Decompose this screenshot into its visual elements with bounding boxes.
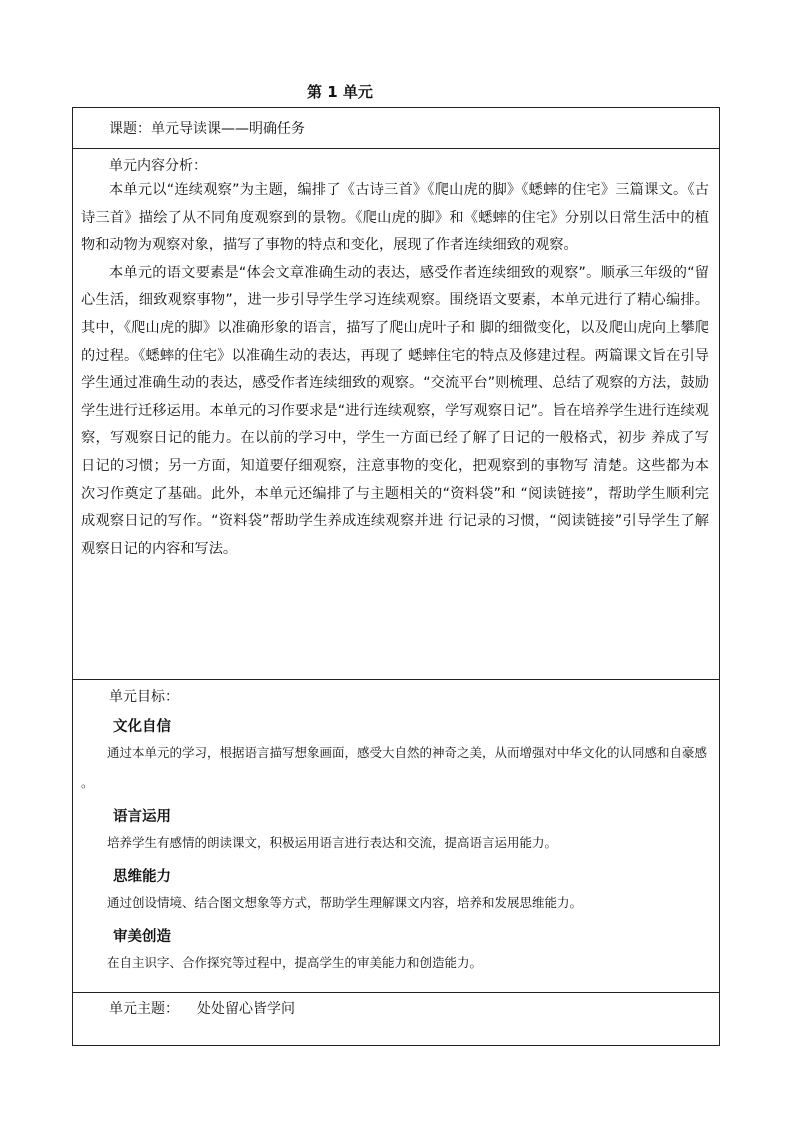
analysis-paragraph: 本单元以“连续观察”为主题，编排了《古诗三首》《爬山虎的脚》《蟋蟀的住宅》三篇课文。《古诗三首》描绘了从不同角度观察到的景物。《爬山虎的脚》和《蟋蟀的住宅》分别以日常生活中的植物和动物为观察对象，描写了事物的特点和变化，展现了作者连续细致的观察。 <box>81 182 709 254</box>
goals-heading: 单元目标： <box>109 689 179 705</box>
goal-title: 思维能力 <box>113 869 171 885</box>
unit-plan-table <box>72 107 720 1046</box>
goals-row <box>73 680 720 993</box>
goal-aesthetic <box>73 926 719 978</box>
goal-text: 通过本单元的学习，根据语言描写想象画面，感受大自然的神奇之美，从而增强对中华文化的认同感和自豪感 。 <box>81 745 708 790</box>
analysis-paragraph: 本单元的语文要素是“体会文章准确生动的表达，感受作者连续细致的观察”。顺承三年级的“留心生活，细致观察事物”，进一步引导学生学习连续观察。围绕语文要素，本单元进行了精心编排。其中，《爬山虎的脚》以准确形象的语言，描写了爬山虎叶子和 脚的细微变化，以及爬山虎向上攀爬的过程。《蟋蟀的住宅》以准确生动的表达，再现了 蟋蟀住宅的特点及修建过程。两篇课文旨在引导学生通过准确生动的表达，感受作者连续细致的观察。“交流平台”则梳理、总结了观察的方法，鼓励学生进行迁移运用。本单元的习作要求是“进行连续观察，学写观察日记”。旨在培养学生进行连续观察，写观察日记的能力。在以前的学习中，学生一方面已经了解了日记的一般格式，初步 养成了写日记的习惯；另一方面，知道要仔细观察，注意事物的变化，把观察到的事物写 清楚。这些都为本次习作奠定了基础。此外，本单元还编排了与主题相关的“资料袋”和 “阅读链接”，帮助学生顺利完成观察日记的写作。“资料袋”帮助学生养成连续观察并进 行记录的习惯，“阅读链接”引导学生了解观察日记的内容和写法。 <box>81 264 709 557</box>
goal-text: 培养学生有感情的朗读课文，积极运用语言进行表达和交流，提高语言运用能力。 <box>107 835 558 850</box>
goal-text: 在自主识字、合作探究等过程中，提高学生的审美能力和创造能力。 <box>107 955 483 970</box>
analysis-row <box>73 149 720 680</box>
goal-title: 审美创造 <box>113 929 171 945</box>
theme-label: 单元主题： <box>109 1001 179 1017</box>
goal-culture <box>73 716 719 798</box>
goals-cell <box>73 680 720 993</box>
theme-value: 处处留心皆学问 <box>197 1001 295 1017</box>
document-title: 第 1 单元 <box>307 83 373 101</box>
goal-title: 文化自信 <box>113 719 171 735</box>
analysis-heading: 单元内容分析： <box>109 158 207 174</box>
analysis-cell <box>73 149 720 680</box>
lesson-cell <box>73 108 720 149</box>
lesson-title: 课题：单元导读课——明确任务 <box>109 121 305 137</box>
goal-language <box>73 806 719 858</box>
goal-title: 语言运用 <box>113 809 171 825</box>
goal-text: 通过创设情境、结合图文想象等方式，帮助学生理解课文内容，培养和发展思维能力。 <box>107 895 583 910</box>
goal-thinking <box>73 866 719 918</box>
theme-cell <box>73 993 720 1046</box>
theme-row <box>73 993 720 1046</box>
lesson-row <box>73 108 720 149</box>
theme-line <box>109 999 719 1019</box>
